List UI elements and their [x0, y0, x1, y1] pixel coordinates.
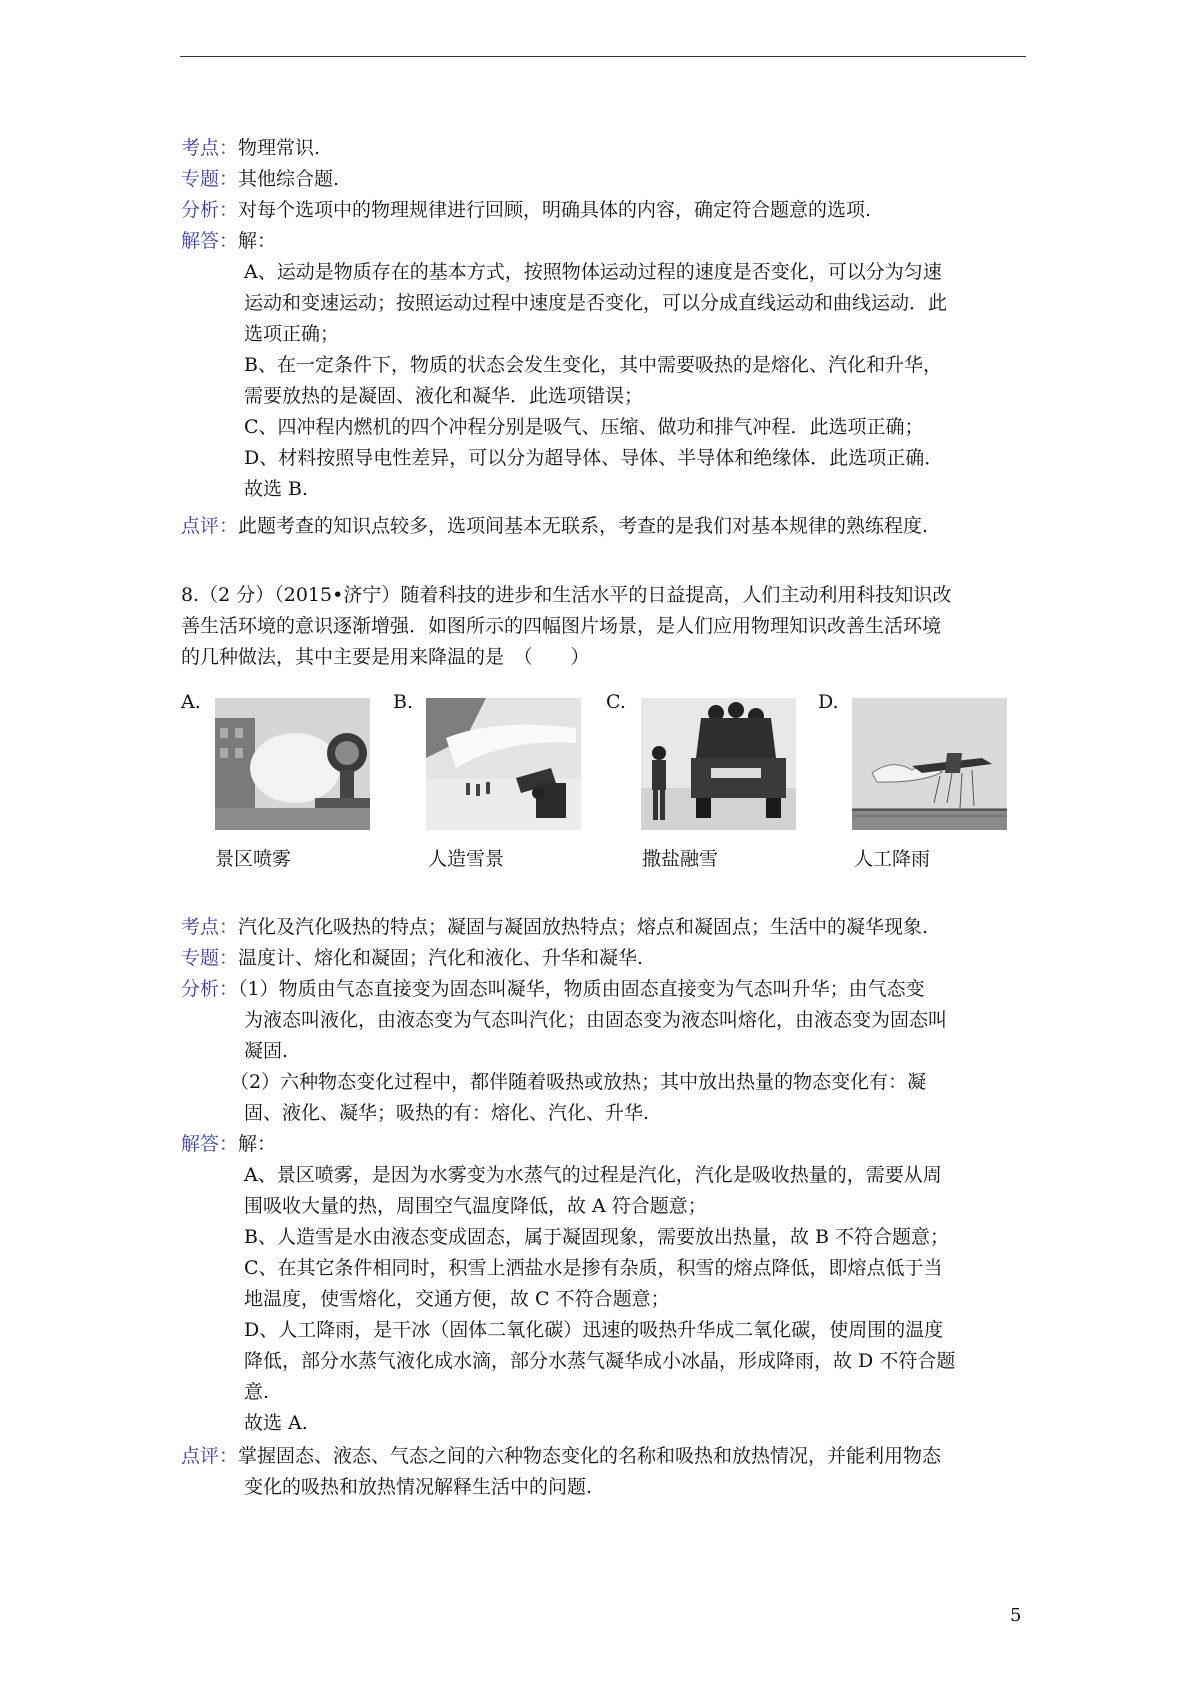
snow-cannon-photo	[426, 698, 581, 830]
analysis-line: 凝固.	[244, 1040, 289, 1062]
jieda-row: 解答：解：	[181, 230, 277, 252]
analysis-line: （2）六种物态变化过程中，都伴随着吸热或放热；其中放出热量的物态变化有：凝	[230, 1071, 927, 1093]
option-b-letter: B.	[393, 691, 414, 713]
zhuanti-row: 专题：温度计、熔化和凝固；汽化和液化、升华和凝华.	[181, 947, 644, 969]
answer-line: C、在其它条件相同时，积雪上洒盐水是掺有杂质，积雪的熔点降低，即熔点低于当	[244, 1257, 943, 1279]
answer-line: B、人造雪是水由液态变成固态，属于凝固现象，需要放出热量，故 B 不符合题意；	[244, 1226, 950, 1248]
option-c-letter: C.	[606, 691, 626, 713]
comment-line: 变化的吸热和放热情况解释生活中的问题.	[244, 1476, 593, 1498]
answer-line: A、运动是物质存在的基本方式，按照物体运动过程的速度是否变化，可以分为匀速	[244, 261, 942, 283]
zhuanti-row: 专题：其他综合题.	[181, 168, 340, 190]
mist-sprayer-photo	[215, 698, 370, 830]
salt-truck-photo	[641, 698, 796, 830]
option-a-letter: A.	[181, 691, 201, 713]
question-line: 的几种做法，其中主要是用来降温的是 （ ）	[181, 646, 590, 668]
answer-line: 意.	[244, 1381, 270, 1403]
answer-line: D、材料按照导电性差异，可以分为超导体、导体、半导体和绝缘体．此选项正确．	[244, 447, 944, 469]
option-c-caption: 撒盐融雪	[642, 848, 719, 870]
header-rule	[180, 56, 1026, 57]
rain-plane-photo	[852, 698, 1007, 830]
option-b-caption: 人造雪景	[428, 848, 505, 870]
option-d-caption: 人工降雨	[854, 848, 931, 870]
option-d-letter: D.	[818, 691, 839, 713]
page-number: 5	[1010, 1605, 1022, 1626]
dianping-row: 点评：掌握固态、液态、气态之间的六种物态变化的名称和吸热和放热情况，并能利用物态	[181, 1445, 942, 1467]
jieda-row: 解答：解：	[181, 1133, 277, 1155]
dianping-row: 点评：此题考查的知识点较多，选项间基本无联系，考查的是我们对基本规律的熟练程度.	[181, 515, 929, 537]
answer-line: A、景区喷雾，是因为水雾变为水蒸气的过程是汽化，汽化是吸收热量的，需要从周	[244, 1164, 942, 1186]
fenxi-row: 分析：对每个选项中的物理规律进行回顾，明确具体的内容，确定符合题意的选项.	[181, 199, 872, 221]
answer-line: D、人工降雨，是干冰（固体二氧化碳）迅速的吸热升华成二氧化碳，使周围的温度	[244, 1319, 944, 1341]
answer-line: 降低，部分水蒸气液化成水滴，部分水蒸气凝华成小冰晶，形成降雨，故 D 不符合题	[244, 1350, 956, 1372]
answer-line: B、在一定条件下，物质的状态会发生变化，其中需要吸热的是熔化、汽化和升华，	[244, 354, 942, 376]
answer-line: 需要放热的是凝固、液化和凝华．此选项错误；	[244, 385, 644, 407]
kaodian-row: 考点：物理常识.	[181, 137, 321, 159]
answer-line: 故选 A.	[244, 1412, 308, 1434]
question-line: 善生活环境的意识逐渐增强．如图所示的四幅图片场景，是人们应用物理知识改善生活环境	[181, 615, 942, 637]
question-line: 8.（2 分）（2015•济宁）随着科技的进步和生活水平的日益提高，人们主动利用科技知识改	[181, 584, 952, 606]
answer-line: 运动和变速运动；按照运动过程中速度是否变化，可以分成直线运动和曲线运动．此	[244, 292, 948, 314]
analysis-line: 为液态叫液化，由液态变为气态叫汽化；由固态变为液态叫熔化，由液态变为固态叫	[244, 1009, 948, 1031]
answer-line: 故选 B.	[244, 478, 309, 500]
analysis-line: 固、液化、凝华；吸热的有：熔化、汽化、升华.	[244, 1102, 650, 1124]
answer-line: C、四冲程内燃机的四个冲程分别是吸气、压缩、做功和排气冲程．此选项正确；	[244, 416, 924, 438]
kaodian-row: 考点：汽化及汽化吸热的特点；凝固与凝固放热特点；熔点和凝固点；生活中的凝华现象.	[181, 916, 929, 938]
answer-line: 围吸收大量的热，周围空气温度降低，故 A 符合题意；	[244, 1195, 707, 1217]
option-a-caption: 景区喷雾	[215, 848, 292, 870]
fenxi-row: 分析：（1）物质由气态直接变为固态叫凝华，物质由固态直接变为气态叫升华；由气态变	[181, 978, 925, 1000]
answer-line: 地温度，使雪熔化，交通方便，故 C 不符合题意；	[244, 1288, 670, 1310]
answer-line: 选项正确；	[244, 323, 340, 345]
